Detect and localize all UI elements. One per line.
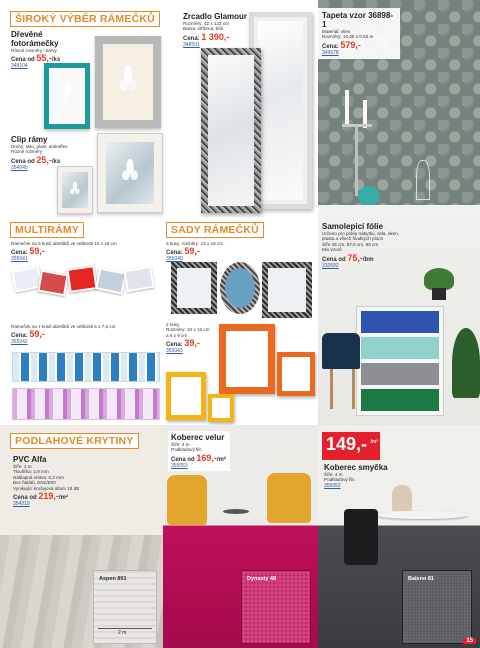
multiframe-a-code[interactable]: 355041 [11, 256, 28, 263]
velur-info-box [168, 431, 230, 471]
velur-line: Šíře: 4 m [171, 442, 190, 447]
frame-set-a-price: Cena: 59,- [166, 246, 200, 257]
velur-price: Cena od 169,-/m² [171, 452, 226, 463]
vase-branches [392, 485, 412, 511]
yellow-frame-small [208, 394, 234, 422]
candle-holder [340, 90, 374, 200]
wine-glass [416, 160, 430, 200]
clip-frames-line: Druhy: sklo, plast, antireflex [11, 144, 68, 149]
multiframe-b-line: Rámeček na 7 kusů abetůků ve velikosti 5 x 7,5 cm [11, 324, 116, 329]
foil-line: Mix vzorů [322, 247, 342, 253]
foil-line: Určeno pro polep nábytku, skla, oken, [322, 231, 400, 236]
loop-swatch [402, 570, 472, 644]
pvc-width-line [98, 628, 152, 629]
dresser [356, 306, 444, 416]
multiframe-purple-row [12, 388, 160, 420]
clip-frames-price: Cena od 25,-/ks [11, 154, 61, 165]
velur-line: Podkladový filc [171, 447, 202, 453]
foil-line: Šíře 45 cm, 67,5 cm, 90 cm [322, 241, 379, 247]
section-frames [0, 0, 170, 218]
clip-frame-small [57, 166, 93, 214]
foil-price: Cena od 75,-/bm [322, 252, 374, 263]
mirror-line: Rozměry: 42 x 122 cm [183, 21, 229, 26]
frame-set-b-price: Cena: 39,- [166, 338, 200, 349]
multiframe-b-price: Cena: 59,- [11, 329, 45, 340]
mirror-title: Zrcadlo Glamour [183, 12, 248, 21]
mirror-silver [201, 48, 261, 213]
multiframe-photo [95, 267, 127, 294]
pvc-info [13, 455, 103, 507]
wooden-frames-code[interactable]: 348104 [11, 63, 28, 70]
multiframe-a-info [11, 241, 156, 262]
multiframes-header: MULTIRÁMY [10, 222, 84, 238]
section-wallpaper [318, 0, 480, 218]
foil-code[interactable]: 310592 [322, 262, 339, 269]
velur-swatch [241, 570, 311, 644]
round-table [376, 511, 468, 519]
section-mirror [170, 0, 318, 218]
multiframe-blue-row [12, 352, 160, 382]
oval-frame [220, 262, 260, 314]
multiframe-b-info [11, 324, 161, 345]
multiframe-photo [66, 265, 97, 293]
pvc-line: Vynikající kročejová útlum 18 dB [13, 485, 80, 491]
frame-set-b-line: a 6 x 9 cm [166, 332, 188, 338]
pvc-code[interactable]: 354210 [13, 501, 30, 508]
wooden-frame-teal [44, 63, 90, 129]
section-loop [318, 425, 480, 648]
page-number: 15 [463, 638, 476, 644]
frame-set-a-line: 3 kusy, rozměry: 13 x 18 cm [166, 241, 224, 246]
foil-line: plasta a všech hladkých ploch [322, 236, 384, 242]
orange-frame-large [219, 324, 275, 394]
frame-set-b-line: Rozměry: 10 x 15 cm [166, 327, 210, 333]
wallpaper-code[interactable]: 349678 [322, 49, 339, 56]
clip-frames-line: Různé rozměry [11, 149, 43, 155]
floor-plant [452, 328, 480, 398]
wallpaper-price: Cena: 579,- [322, 39, 361, 50]
pvc-swatch-label: Aspen 891 [99, 576, 127, 582]
pvc-line: Tloušťka: 2,8 mm [13, 469, 49, 475]
pvc-price: Cena od 219,-/m² [13, 491, 68, 502]
foil-title: Samolepicí fólie [322, 222, 383, 231]
multiframe-b-code[interactable]: 355042 [11, 339, 28, 346]
wooden-frames-price: Cena od 55,-/ks [11, 53, 61, 64]
side-table [223, 509, 249, 514]
wallpaper-info-box [318, 8, 400, 59]
clip-frames-code[interactable]: 354045 [11, 164, 28, 171]
glass-vase [358, 186, 380, 206]
frame-set-a-code[interactable]: 355040 [166, 256, 183, 263]
loop-title: Koberec smyčka [324, 463, 388, 472]
multiframe-a-line: Rámeček na 5 kusů abetůků ve velikosti 10 x 15 cm [11, 241, 117, 246]
yellow-frame [166, 372, 206, 420]
ornate-frame-left [171, 262, 217, 314]
loop-code[interactable]: 355052 [324, 482, 341, 489]
frame-set-b-line: 2 kusy [166, 322, 180, 327]
section-frame-sets [163, 218, 318, 425]
wooden-frame-silver [95, 36, 161, 128]
frame-set-b-code[interactable]: 355043 [166, 348, 183, 355]
pvc-swatch [93, 570, 157, 644]
velur-code[interactable]: 355053 [171, 462, 188, 469]
wallpaper-line: Materiál: vlies [322, 29, 351, 34]
loop-swatch-label: Baleno 81 [408, 576, 434, 582]
loop-badge-price: 149,- [326, 434, 368, 454]
pvc-title: PVC Alfa [13, 455, 47, 464]
table-top [318, 205, 480, 218]
foil-info [322, 222, 418, 269]
pvc-line: Šíře: 2 m [13, 464, 32, 469]
chair-yellow-left [167, 475, 207, 525]
frame-set-a-info [166, 241, 276, 262]
loop-price-badge [322, 432, 380, 460]
frame-set-b-info [166, 322, 226, 354]
frame-sets-header: SADY RÁMEČKŮ [166, 222, 264, 238]
multiframe-photo [37, 270, 68, 297]
loop-line: Šíře: 4 m [324, 472, 343, 477]
wooden-frames-title: Dřevěné fotorámečky [11, 30, 59, 48]
clip-frame-large [97, 133, 163, 213]
section-foil [318, 218, 480, 425]
ornate-frame-right [262, 262, 312, 318]
wallpaper-line: Rozměry: 10,05 x 0,53 m [322, 34, 374, 40]
wooden-frames-line: Různé rozměry i barvy [11, 48, 57, 53]
dining-chair [344, 509, 378, 565]
frames-header: ŠIROKÝ VÝBĚR RÁMEČKŮ [10, 11, 160, 27]
loop-line: Podkladový filc [324, 477, 355, 483]
clip-frames-title: Clip rámy [11, 135, 48, 144]
section-multiframes [0, 218, 163, 425]
section-velur [163, 425, 318, 648]
orange-frame-right [277, 352, 315, 396]
pvc-width-label: 2 m [118, 630, 127, 636]
chair [320, 333, 362, 413]
pvc-line: Bez ftalátů, EN1/E00 [13, 480, 56, 486]
section-floors [0, 425, 163, 648]
multiframe-a-price: Cena: 59,- [11, 246, 45, 257]
floors-header: PODLAHOVÉ KRYTINY [10, 433, 139, 449]
plant-pot [424, 268, 454, 304]
mirror-line: Barva: stříbrná, bílá [183, 26, 224, 32]
mirror-price: Cena: 1 390,- [183, 31, 230, 42]
velur-title: Koberec velur [171, 433, 225, 442]
velur-swatch-label: Dynasty 48 [247, 576, 277, 582]
pvc-line: Nášlapná vrstva: 0,2 mm [13, 474, 64, 480]
mirror-code[interactable]: 348591 [183, 41, 200, 48]
wallpaper-title: Tapeta vzor 36898-1 [322, 11, 393, 29]
multiframe-photo [123, 266, 154, 293]
loop-badge-unit: /m² [370, 439, 378, 445]
chair-yellow-right [267, 473, 311, 523]
loop-info [324, 463, 394, 489]
